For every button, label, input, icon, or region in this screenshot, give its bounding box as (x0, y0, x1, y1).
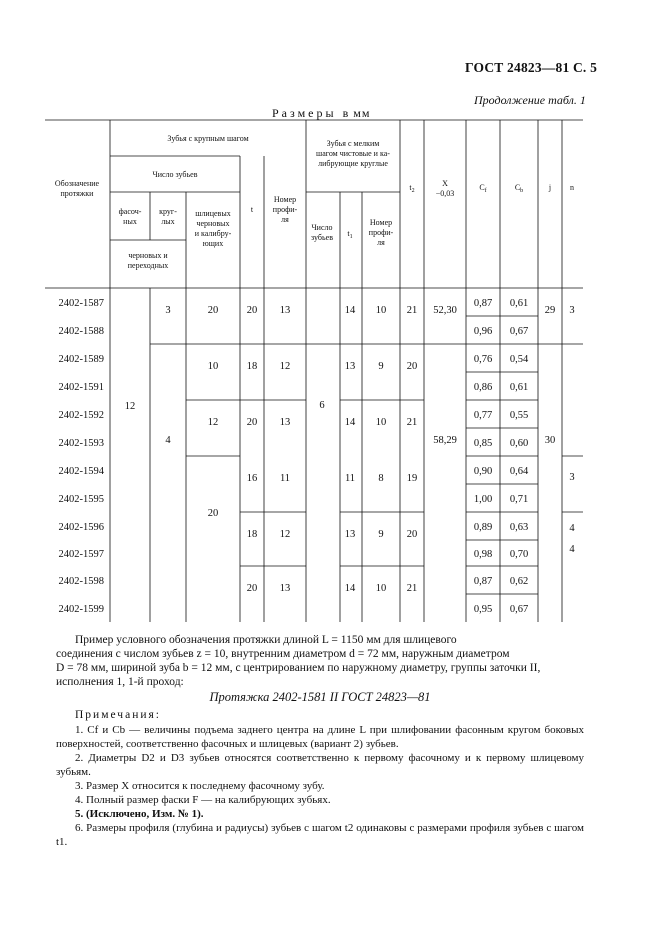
row-cf: 1,00 (473, 494, 493, 505)
cell-x: 52,30 (433, 305, 457, 316)
hdr-small-pitch-line-3: либрующие круглые (318, 159, 388, 168)
cell-profile: 13 (279, 417, 291, 428)
row-designation: 2402-1589 (58, 354, 104, 365)
cell-n: 3 (569, 305, 575, 316)
hdr-shaped-line-1: фасоч- (118, 207, 142, 216)
units-word: Размеры (272, 106, 337, 120)
row-designation: 2402-1595 (58, 494, 104, 505)
cell-round: 3 (165, 305, 171, 316)
hdr-small-teeth-line-1: Число (311, 223, 333, 232)
cell-profile-small: 8 (378, 473, 384, 484)
cell-t: 20 (246, 417, 258, 428)
hdr-designation-line-2: протяжки (60, 189, 94, 198)
row-cf: 0,86 (473, 382, 493, 393)
cell-t2: 19 (406, 473, 418, 484)
hdr-spline-line-3: и калибру- (194, 229, 232, 238)
row-cb: 0,62 (509, 576, 529, 587)
table-grid (45, 120, 583, 622)
hdr-small-pitch-line-1: Зубья с мелким (326, 139, 380, 148)
cell-round: 4 (165, 435, 171, 446)
cell-x: 58,29 (433, 435, 457, 446)
hdr-cb: $C_b$ (514, 183, 524, 194)
cell-spline: 20 (207, 305, 219, 316)
hdr-large-pitch: Зубья с крупным шагом (167, 134, 249, 143)
example-designation: Протяжка 2402-1581 II ГОСТ 24823—81 (209, 690, 431, 704)
cell-j: 29 (544, 305, 556, 316)
hdr-rough-transitional-line-1: черновых и (128, 251, 168, 260)
row-designation: 2402-1588 (58, 326, 104, 337)
row-cf: 0,87 (473, 576, 493, 587)
row-cf: 0,76 (473, 354, 493, 365)
cell-n: 4 (569, 523, 575, 534)
cell-profile-small: 10 (375, 417, 387, 428)
hdr-teeth-count: Число зубьев (152, 170, 198, 179)
row-cb: 0,67 (509, 604, 529, 615)
note-4: 4. Полный размер фаски F — на калибрующих зубьях. (75, 794, 331, 806)
note-3: 3. Размер X относится к последнему фасочному зубу. (75, 780, 325, 792)
cell-n: 3 (569, 472, 575, 483)
hdr-rough-transitional-line-2: переходных (127, 261, 169, 270)
row-cb: 0,64 (509, 466, 529, 477)
row-cf: 0,95 (473, 604, 493, 615)
row-cb: 0,71 (509, 494, 529, 505)
hdr-x-line-1: X (442, 179, 448, 188)
example-line-4: исполнения 1, 1-й проход: (56, 676, 184, 688)
hdr-cf: $C_f$ (479, 183, 487, 194)
hdr-profile-no-small-line-2: профи- (368, 228, 394, 237)
hdr-j: j (548, 183, 552, 192)
cell-profile-small: 9 (378, 529, 384, 540)
row-cf: 0,89 (473, 522, 493, 533)
cell-profile: 12 (279, 529, 291, 540)
cell-t2: 21 (406, 583, 418, 594)
hdr-spline-line-1: шлицевых (195, 209, 231, 218)
note-5: 5. (Исключено, Изм. № 1). (75, 808, 204, 820)
row-cb: 0,55 (509, 410, 529, 421)
row-designation: 2402-1599 (58, 604, 104, 615)
cell-t: 16 (246, 473, 258, 484)
hdr-small-teeth-line-2: зубьев (311, 233, 333, 242)
hdr-profile-no-line-3: ля (281, 215, 289, 224)
row-designation: 2402-1591 (58, 382, 104, 393)
row-cb: 0,63 (509, 522, 529, 533)
hdr-spline-line-4: ющих (202, 239, 224, 248)
hdr-small-pitch-line-2: шагом чистовые и ка- (316, 149, 390, 158)
row-designation: 2402-1592 (58, 410, 104, 421)
hdr-spline-line-2: черновых (196, 219, 230, 228)
row-cf: 0,85 (473, 438, 493, 449)
hdr-t1: $t_1$ (347, 229, 353, 240)
table-text (55, 134, 575, 615)
row-cb: 0,70 (509, 549, 529, 560)
cell-profile: 13 (279, 305, 291, 316)
hdr-round-line-1: круг- (159, 207, 177, 216)
note-1: 1. Cf и Cb — величины подъема заднего центра на длине L при шлифовании фасонным кругом боковых поверхностей, соответственно фасочных и шлицевых (вариант 2) зубьев. (56, 724, 584, 750)
hdr-x-line-2: −0,03 (435, 189, 455, 198)
row-designation: 2402-1598 (58, 576, 104, 587)
hdr-round-line-2: лых (161, 217, 175, 226)
cell-t1: 14 (344, 305, 356, 316)
row-cb: 0,67 (509, 326, 529, 337)
note-2: 2. Диаметры D2 и D3 зубьев относятся соответственно к первому фасочному и к первому шлицевому зубьям. (56, 752, 584, 778)
notes-title: Примечания: (75, 709, 161, 721)
row-designation: 2402-1594 (58, 466, 104, 477)
cell-spline: 10 (207, 361, 219, 372)
row-cf: 0,98 (473, 549, 493, 560)
continuation-label: Продолжение табл. 1 (474, 93, 586, 107)
row-designation: 2402-1587 (58, 298, 104, 309)
cell-t: 20 (246, 583, 258, 594)
cell-spline: 12 (207, 417, 219, 428)
cell-shaped: 12 (124, 401, 136, 412)
row-cb: 0,61 (509, 382, 529, 393)
cell-t: 18 (246, 529, 258, 540)
cell-t1: 11 (344, 473, 356, 484)
hdr-profile-no-small-line-3: ля (377, 238, 385, 247)
cell-profile-small: 10 (375, 583, 387, 594)
cell-t1: 14 (344, 417, 356, 428)
cell-n: 4 (569, 544, 575, 555)
units-value: в мм (342, 106, 371, 120)
designation-example (56, 633, 584, 689)
row-designation: 2402-1596 (58, 522, 104, 533)
cell-profile-small: 9 (378, 361, 384, 372)
cell-profile: 11 (279, 473, 291, 484)
hdr-shaped-line-2: ных (123, 217, 137, 226)
row-designation: 2402-1597 (58, 549, 104, 560)
cell-t: 20 (246, 305, 258, 316)
example-line-1: Пример условного обозначения протяжки длиной L = 1150 мм для шлицевого (75, 634, 457, 646)
note-6: 6. Размеры профиля (глубина и радиусы) зубьев с шагом t2 одинаковы с размерами профиля зубьев с шагом t1. (56, 822, 584, 848)
hdr-t: t (250, 205, 254, 214)
cell-spline: 20 (207, 508, 219, 519)
example-line-3: D = 78 мм, шириной зуба b = 12 мм, с центрированием по наружному диаметру, группы заточки II, (56, 662, 541, 674)
cell-profile: 12 (279, 361, 291, 372)
example-line-2: соединения с числом зубьев z = 10, внутренним диаметром d = 72 мм, наружным диаметром (56, 648, 510, 660)
cell-small-teeth: 6 (319, 400, 325, 411)
cell-profile: 13 (279, 583, 291, 594)
cell-t2: 20 (406, 361, 418, 372)
row-cb: 0,54 (509, 354, 529, 365)
cell-profile-small: 10 (375, 305, 387, 316)
hdr-designation-line-1: Обозначение (54, 179, 100, 188)
cell-t2: 21 (406, 417, 418, 428)
cell-t: 18 (246, 361, 258, 372)
cell-j: 30 (544, 435, 556, 446)
row-cf: 0,90 (473, 466, 493, 477)
cell-t1: 13 (344, 361, 356, 372)
row-cf: 0,77 (473, 410, 493, 421)
cell-t1: 14 (344, 583, 356, 594)
row-cb: 0,60 (509, 438, 529, 449)
cell-t2: 20 (406, 529, 418, 540)
row-cf: 0,96 (473, 326, 493, 337)
hdr-profile-no-small-line-1: Номер (369, 218, 393, 227)
row-cb: 0,61 (509, 298, 529, 309)
standard-header: ГОСТ 24823—81 С. 5 (465, 60, 598, 75)
cell-t2: 21 (406, 305, 418, 316)
row-designation: 2402-1593 (58, 438, 104, 449)
row-cf: 0,87 (473, 298, 493, 309)
hdr-profile-no-line-2: профи- (272, 205, 298, 214)
hdr-profile-no-line-1: Номер (273, 195, 297, 204)
hdr-t2: $t_2$ (409, 183, 415, 194)
hdr-n: n (570, 183, 574, 192)
cell-t1: 13 (344, 529, 356, 540)
